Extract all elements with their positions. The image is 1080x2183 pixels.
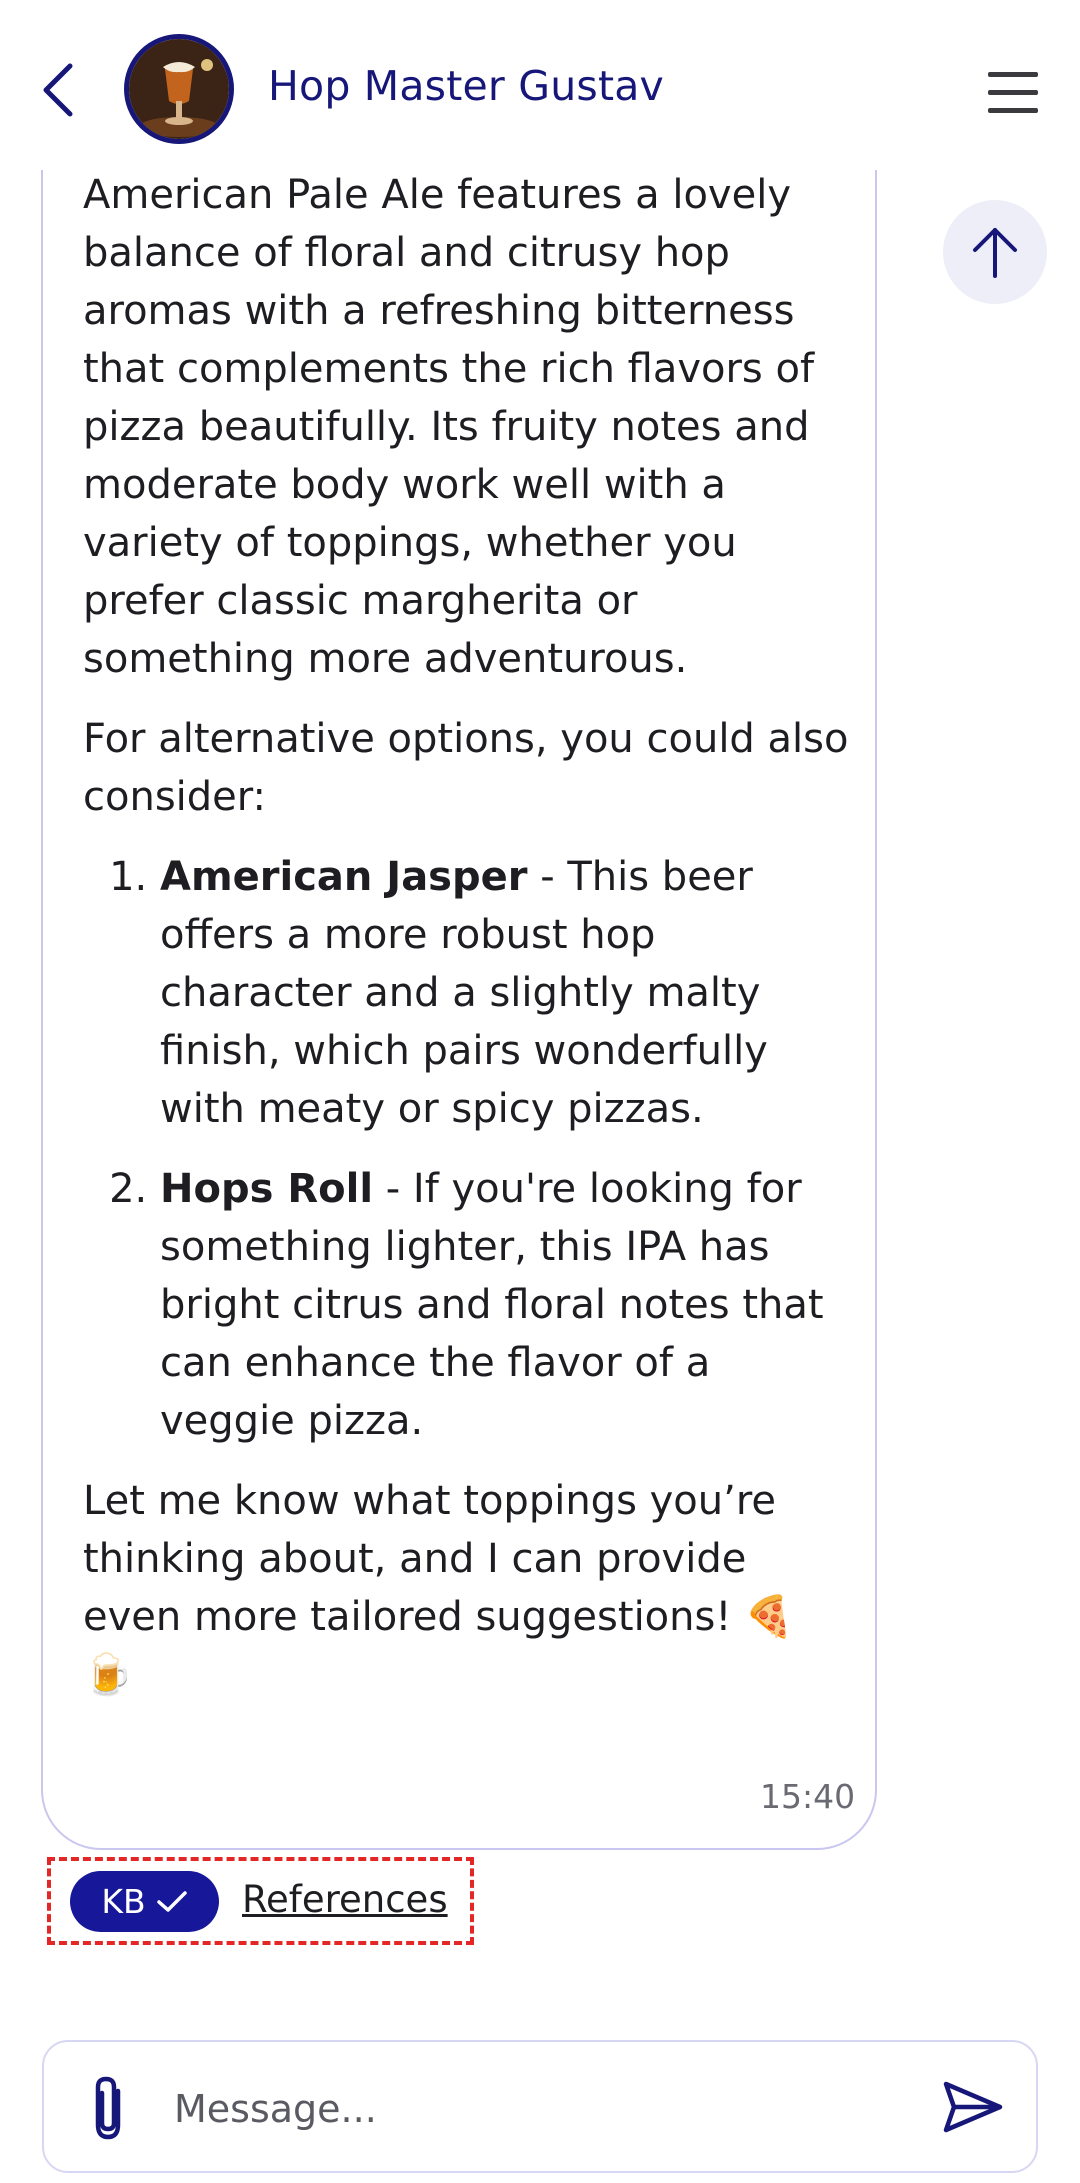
recommendation-list — [83, 848, 853, 1450]
list-item — [160, 848, 853, 1138]
hamburger-menu-icon — [988, 72, 1038, 77]
send-icon — [940, 2074, 1006, 2140]
arrow-up-icon — [970, 224, 1020, 280]
back-button[interactable] — [28, 55, 88, 125]
beer-emoji: 🍺 — [83, 1652, 133, 1698]
page-title: Hop Master Gustav — [268, 62, 665, 110]
message-timestamp: 15:40 — [760, 1777, 856, 1816]
list-item — [160, 1160, 853, 1450]
message-paragraph: Let me know what toppings you’re thinking about, and I can provide even more tailored suggestions! 🍕 — [83, 1478, 794, 1640]
beer-description: - If you're looking for something lighter, this IPA has bright citrus and floral notes that can enhance the flavor of a veggie pizza. — [160, 1166, 824, 1444]
beer-name: Hops Roll — [160, 1166, 374, 1212]
message-paragraph: American Pale Ale features a lovely balance of floral and citrusy hop aromas with a refreshing bitterness that complements the rich flavors of pizza beautifully. Its fruity notes and moderate body work well with a variety of toppings, whether you prefer classic margherita or something more adventurous. — [83, 172, 815, 682]
chat-header — [0, 0, 1080, 170]
menu-button[interactable] — [980, 66, 1046, 120]
references-link[interactable]: References — [242, 1878, 448, 1921]
checkmark-icon — [156, 1890, 188, 1914]
message-paragraph: For alternative options, you could also consider: — [83, 716, 849, 820]
kb-badge[interactable] — [70, 1871, 219, 1932]
scroll-to-top-button[interactable] — [943, 200, 1047, 304]
beer-glass-avatar — [129, 39, 229, 139]
message-input[interactable] — [172, 2078, 916, 2140]
attach-button[interactable] — [80, 2073, 136, 2143]
beer-name: American Jasper — [160, 854, 528, 900]
beer-description: - This beer offers a more robust hop character and a slightly malty finish, which pairs wonderfully with meaty or spicy pizzas. — [160, 854, 768, 1132]
chevron-left-icon — [38, 60, 78, 120]
paperclip-icon — [80, 2073, 136, 2143]
send-button[interactable] — [940, 2074, 1006, 2140]
avatar[interactable] — [124, 34, 234, 144]
kb-badge-label: KB — [101, 1882, 146, 1921]
message-body — [83, 166, 853, 1726]
